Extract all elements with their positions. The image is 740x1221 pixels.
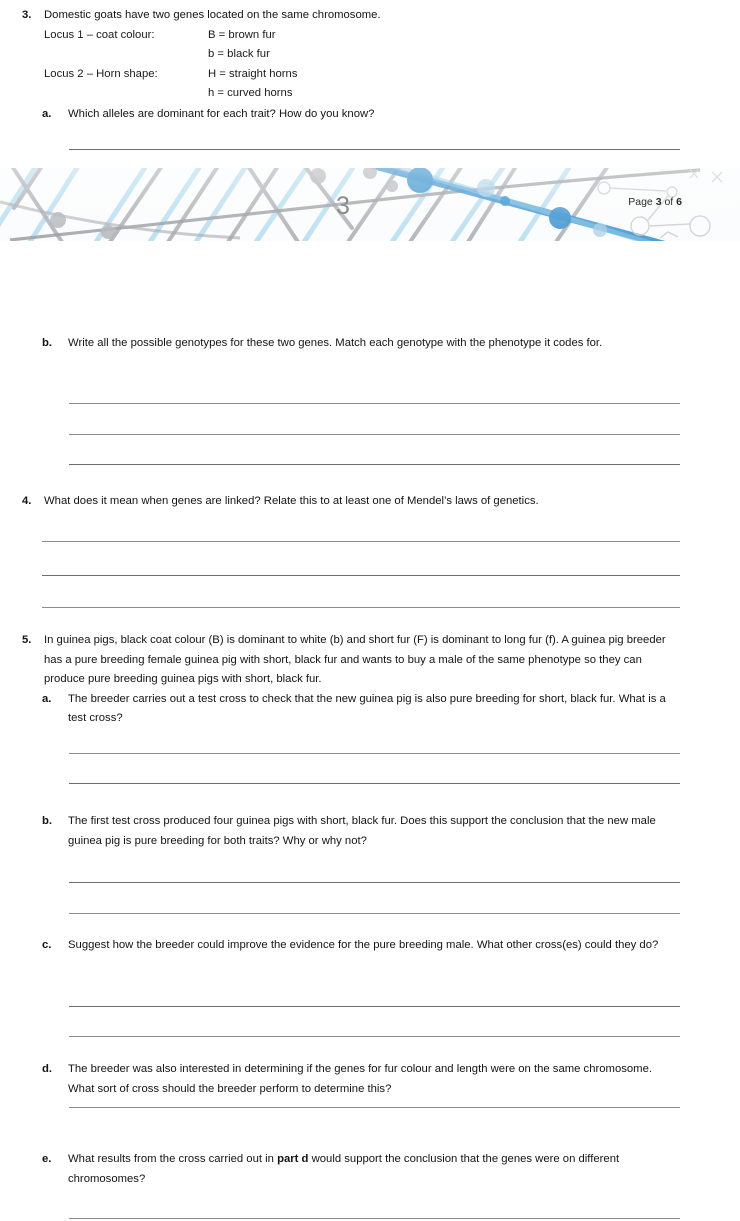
- question-3a: [0, 105, 740, 125]
- question-5: [0, 631, 740, 729]
- question-5c-marker: c.: [42, 939, 52, 951]
- question-5a-marker: a.: [42, 692, 52, 705]
- answer-line-5a-1[interactable]: [69, 753, 680, 754]
- question-5b-row: [0, 812, 740, 851]
- question-5b-marker: b.: [42, 815, 53, 827]
- question-3a-text: Which alleles are dominant for each trait? How do you know?: [68, 107, 375, 120]
- question-5c-text: Suggest how the breeder could improve the evidence for the pure breeding male. What other cross(es) could they do?: [68, 939, 659, 951]
- banner-page-number: 3: [336, 192, 350, 220]
- page-indicator: [628, 195, 682, 209]
- question-5c: [0, 936, 740, 956]
- question-5a-text: The breeder carries out a test cross to check that the new guinea pig is also pure breeding for short, black fur. What is a test cross?: [68, 692, 666, 725]
- answer-line-3b-1[interactable]: [69, 403, 680, 404]
- page-gutter: [0, 241, 740, 277]
- answer-line-5c-1[interactable]: [69, 1006, 680, 1007]
- locus-2-allele-recessive: h = curved horns: [208, 87, 293, 100]
- question-5e-text-after: would support the conclusion that the genes were on different chromosomes?: [68, 1153, 620, 1185]
- answer-line-5b-2[interactable]: [69, 913, 680, 914]
- answer-line-3b-3[interactable]: [69, 464, 680, 465]
- page-indicator-middle: of: [664, 196, 674, 208]
- page-indicator-total: 6: [676, 196, 682, 208]
- locus-row-2: [0, 45, 740, 65]
- question-5d: [0, 1060, 740, 1099]
- locus-row-3: [0, 65, 740, 85]
- question-3a-marker: a.: [42, 107, 52, 120]
- question-5b: [0, 812, 740, 851]
- answer-line-3b-2[interactable]: [69, 434, 680, 435]
- question-3-stem: Domestic goats have two genes located on the same chromosome.: [44, 9, 381, 21]
- question-4-stem: What does it mean when genes are linked? Relate this to at least one of Mendel’s laws of genetics.: [44, 495, 539, 507]
- question-3-stem-row: [0, 6, 740, 26]
- question-5e-row: [0, 1150, 740, 1189]
- question-5c-row: [0, 936, 740, 956]
- question-5-row: [0, 631, 740, 690]
- question-4-row: [0, 492, 740, 512]
- question-3b-row: [0, 334, 740, 354]
- page-indicator-current: 3: [655, 196, 662, 208]
- answer-line-5e-1[interactable]: [69, 1218, 680, 1219]
- question-5-number: 5.: [22, 634, 32, 646]
- page-break-banner: [0, 168, 740, 242]
- question-5b-text: The first test cross produced four guinea pigs with short, black fur. Does this support the conclusion that the new male guinea pig is pure breeding for both traits? Why or why not?: [68, 815, 656, 847]
- question-4: [0, 492, 740, 512]
- answer-line-4-3[interactable]: [42, 607, 680, 608]
- answer-line-5d-1[interactable]: [69, 1107, 680, 1108]
- locus-1-label: Locus 1 – coat colour:: [44, 28, 155, 41]
- answer-line-5b-1[interactable]: [69, 882, 680, 883]
- question-5e-marker: e.: [42, 1153, 52, 1165]
- question-5a: [0, 690, 740, 729]
- question-5e-text-before: What results from the cross carried out in: [68, 1153, 278, 1165]
- question-3-number: 3.: [22, 9, 32, 21]
- locus-row-4: [0, 84, 740, 104]
- question-5e: [0, 1150, 740, 1189]
- page-indicator-prefix: Page: [628, 196, 653, 208]
- question-3b: [0, 334, 740, 354]
- answer-line-4-2[interactable]: [42, 575, 680, 576]
- question-5d-marker: d.: [42, 1063, 53, 1075]
- question-5d-text: The breeder was also interested in determining if the genes for fur colour and length were on the same chromosome. What sort of cross should the breeder perform to determine this?: [68, 1063, 652, 1095]
- question-5e-bold-reference: part d: [277, 1153, 309, 1165]
- answer-line-5a-2[interactable]: [69, 783, 680, 784]
- question-4-number: 4.: [22, 495, 32, 507]
- locus-2-allele-dominant: H = straight horns: [208, 67, 298, 80]
- answer-line-4-1[interactable]: [42, 541, 680, 542]
- question-5-stem: In guinea pigs, black coat colour (B) is dominant to white (b) and short fur (F) is dominant to long fur (f). A guinea pig breeder has a pure breeding female guinea pig with short, black fur and wants to buy a male of the same phenotype so they can produce pure breeding guinea pigs with short, black fur.: [44, 634, 666, 686]
- question-3b-marker: b.: [42, 337, 53, 349]
- locus-1-allele-dominant: B = brown fur: [208, 28, 276, 41]
- question-5d-row: [0, 1060, 740, 1099]
- locus-2-label: Locus 2 – Horn shape:: [44, 67, 158, 80]
- locus-1-allele-recessive: b = black fur: [208, 48, 270, 61]
- answer-line-3a-1[interactable]: [69, 149, 680, 150]
- question-3b-text: Write all the possible genotypes for these two genes. Match each genotype with the phenotype it codes for.: [68, 337, 603, 349]
- answer-line-5c-2[interactable]: [69, 1036, 680, 1037]
- question-3: [0, 6, 740, 125]
- locus-row-1: [0, 26, 740, 46]
